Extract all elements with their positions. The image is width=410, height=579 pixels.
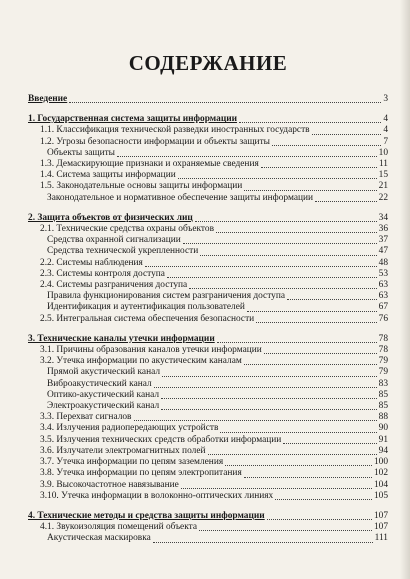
toc-entry-label: 1.4. Система защиты информации [40,170,176,181]
toc-entry [28,423,388,434]
toc-entry-page-number: 88 [378,412,388,423]
toc-entry-page-number: 107 [373,522,388,533]
toc-entry [28,302,388,313]
section-gap [28,325,388,334]
toc-entry-page-number: 22 [378,192,388,203]
toc-entry-page-number: 90 [378,423,388,434]
dot-leader [117,155,377,157]
toc-entry-label: 2.3. Системы контроля доступа [40,268,165,279]
toc-entry-label: Введение [28,94,68,104]
toc-entry-label: Идентификация и аутентификация пользователей [47,302,245,313]
dot-leader [283,442,376,444]
dot-leader [244,189,376,191]
toc-entry-label: 3.1. Причины образования каналов утечки информации [40,345,262,356]
toc-entry-label: 3. Технические каналы утечки информации [28,333,215,344]
toc-entry-page-number: 67 [378,302,388,313]
dot-leader [161,408,376,410]
dot-leader [69,101,381,103]
toc-entry-label: 2.2. Системы наблюдения [40,257,143,268]
toc-entry-label: Средства технической укрепленности [47,246,199,257]
toc-entry-label: 2.4. Системы разграничения доступа [40,280,188,291]
toc-entry [28,446,388,457]
dot-leader [272,144,381,146]
toc-entry-label: 1.1. Классификация технической разведки иностранных государств [40,125,310,136]
toc-entry-page-number: 11 [378,159,388,170]
table-of-contents [28,94,388,545]
toc-entry-label: Объекты защиты [47,147,115,158]
toc-entry [28,390,388,401]
toc-entry [28,148,388,159]
toc-entry [28,235,388,246]
dot-leader [239,121,381,123]
toc-entry-label: 3.2. Утечка информации по акустическим каналам [40,356,242,367]
toc-entry [28,291,388,302]
toc-entry-label: 4. Технические методы и средства защиты информации [28,510,265,521]
toc-entry-label: 1.2. Угрозы безопасности информации и объекты защиты [40,136,270,147]
toc-entry-label: 3.3. Перехват сигналов [40,412,132,423]
toc-entry-label: 3.9. Высокочастотное навязывание [40,479,179,490]
toc-entry-page-number: 48 [378,257,388,268]
toc-entry [28,367,388,378]
toc-entry-label: Законодательное и нормативное обеспечение защиты информации [47,192,314,203]
dot-leader [208,453,377,455]
toc-entry-label: Прямой акустический канал [47,367,161,378]
dot-leader [267,518,372,520]
dot-leader [199,529,372,531]
dot-leader [312,133,382,135]
toc-entry [28,533,388,544]
toc-entry-page-number: 63 [378,291,388,302]
toc-entry [28,522,388,533]
toc-entry-page-number: 85 [378,401,388,412]
toc-entry [28,468,388,479]
dot-leader [216,231,377,233]
toc-entry [28,269,388,280]
toc-entry-page-number: 107 [373,510,388,521]
toc-entry [28,379,388,390]
toc-entry-page-number: 91 [378,434,388,445]
toc-entry [28,412,388,423]
toc-entry-page-number: 21 [378,181,388,192]
dot-leader [247,310,377,312]
toc-entry-label: 3.6. Излучатели электромагнитных полей [40,445,206,456]
toc-entry-label: 3.5. Излучения технических средств обработки информации [40,434,282,445]
toc-entry-page-number: 104 [373,479,388,490]
toc-entry [28,401,388,412]
toc-entry-label: 2.1. Технические средства охраны объектов [40,224,215,235]
dot-leader [244,476,372,478]
book-spine-shadow [400,0,410,579]
toc-entry-label: Электроакустический канал [47,401,160,412]
toc-entry [28,345,388,356]
toc-entry-page-number: 37 [378,235,388,246]
toc-entry-page-number: 100 [373,457,388,468]
dot-leader [153,541,373,543]
toc-entry-label: 3.4. Излучения радиопередающих устройств [40,423,219,434]
toc-entry-label: 1. Государственная система защиты информации [28,114,238,125]
toc-entry-label: 2. Защита объектов от физических лиц [28,212,193,223]
page-title: СОДЕРЖАНИЕ [128,51,288,75]
toc-entry-label: 3.7. Утечка информации по цепям заземления [40,457,224,468]
toc-entry [28,224,388,235]
toc-entry [28,314,388,325]
toc-entry [28,258,388,269]
section-gap [28,105,388,114]
dot-leader [244,363,377,365]
dot-leader [217,341,377,343]
toc-entry-label: 2.5. Интегральная система обеспечения безопасности [40,313,255,324]
toc-entry-page-number: 79 [378,367,388,378]
section-gap [28,502,388,511]
toc-entry-page-number: 76 [378,313,388,324]
dot-leader [183,242,377,244]
toc-entry-label: Акустическая маскировка [47,533,151,544]
dot-leader [162,375,377,377]
toc-chapter-entry [28,334,388,345]
toc-entry-page-number: 4 [383,114,388,125]
toc-entry-page-number: 63 [378,280,388,291]
toc-entry [28,159,388,170]
toc-entry [28,246,388,257]
dot-leader [189,287,376,289]
toc-entry-label: 4.1. Звукоизоляция помещений объекта [40,522,198,533]
toc-entry-label: 1.5. Законодательные основы защиты информации [40,181,243,192]
toc-entry-page-number: 105 [373,490,388,501]
dot-leader [134,419,377,421]
toc-entry-page-number: 85 [378,389,388,400]
toc-entry-label: Правила функционирования систем разграничения доступа [47,291,286,302]
toc-entry-page-number: 7 [383,136,388,147]
toc-entry [28,280,388,291]
toc-entry [28,435,388,446]
dot-leader [161,397,377,399]
dot-leader [154,386,377,388]
toc-entry-page-number: 94 [378,445,388,456]
toc-entry-label: 3.10. Утечка информации в волоконно-оптических линиях [40,490,274,501]
toc-entry-page-number: 10 [378,147,388,158]
toc-chapter-entry [28,94,388,105]
dot-leader [287,298,377,300]
toc-entry-label: Средства охранной сигнализации [47,235,181,246]
dot-leader [225,464,372,466]
dot-leader [220,431,376,433]
toc-entry [28,491,388,502]
toc-entry-page-number: 79 [378,356,388,367]
dot-leader [256,321,376,323]
section-gap [28,204,388,213]
toc-entry-page-number: 83 [378,378,388,389]
toc-entry [28,457,388,468]
dot-leader [200,254,376,256]
toc-entry-page-number: 47 [378,246,388,257]
toc-entry [28,137,388,148]
toc-entry [28,125,388,136]
toc-chapter-entry [28,114,388,125]
toc-entry-label: Виброакустический канал [47,378,152,389]
dot-leader [275,498,372,500]
toc-chapter-entry [28,511,388,522]
dot-leader [181,487,372,489]
toc-entry [28,480,388,491]
toc-entry-page-number: 15 [378,170,388,181]
toc-entry-page-number: 111 [374,533,388,544]
dot-leader [167,276,377,278]
dot-leader [195,220,377,222]
toc-entry [28,356,388,367]
toc-entry-page-number: 102 [373,468,388,479]
toc-chapter-entry [28,213,388,224]
toc-entry-page-number: 78 [378,333,388,344]
dot-leader [145,265,377,267]
toc-entry-label: 1.3. Демаскирующие признаки и охраняемые сведения [40,159,259,170]
toc-entry [28,181,388,192]
dot-leader [178,177,377,179]
toc-entry-page-number: 78 [378,345,388,356]
toc-entry-label: 3.8. Утечка информации по цепям электропитания [40,468,242,479]
dot-leader [261,166,377,168]
dot-leader [315,200,377,202]
toc-entry-page-number: 36 [378,224,388,235]
toc-entry-label: Оптико-акустический канал [47,389,160,400]
toc-entry-page-number: 53 [378,268,388,279]
dot-leader [264,352,377,354]
toc-entry-page-number: 4 [383,125,388,136]
toc-entry [28,170,388,181]
toc-entry [28,193,388,204]
toc-entry-page-number: 34 [378,212,388,223]
toc-entry-page-number: 3 [383,94,388,104]
